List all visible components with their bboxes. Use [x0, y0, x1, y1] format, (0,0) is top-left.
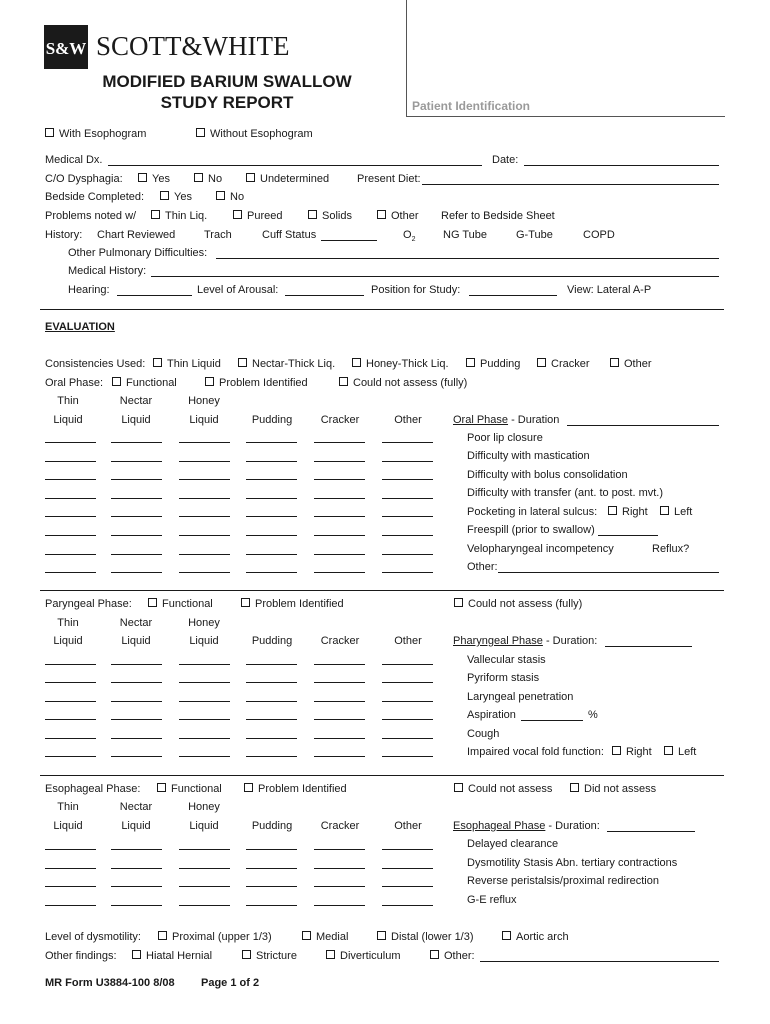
score-field[interactable]	[382, 442, 433, 443]
findings-diverticulum[interactable]: Diverticulum	[326, 950, 401, 963]
score-field[interactable]	[179, 442, 230, 443]
oral-item: Poor lip closure	[467, 432, 543, 444]
pocketing-right[interactable]: Right	[608, 506, 648, 519]
impaired-vocal-label: Impaired vocal fold function:	[467, 746, 604, 758]
history-g-tube: G-Tube	[516, 229, 553, 241]
score-field[interactable]	[179, 849, 230, 850]
score-field[interactable]	[45, 738, 96, 739]
dysmotility-proximal[interactable]: Proximal (upper 1/3)	[158, 931, 272, 944]
medical-history-field[interactable]	[151, 276, 719, 277]
problems-thin-liq[interactable]: Thin Liq.	[151, 210, 207, 223]
score-field[interactable]	[382, 554, 433, 555]
col-header-cracker: Cracker	[320, 635, 360, 647]
score-field[interactable]	[314, 738, 365, 739]
score-field[interactable]	[111, 572, 162, 573]
vocal-right[interactable]: Right	[612, 746, 652, 759]
col-header-liquid: Liquid	[189, 635, 219, 647]
col-header-liquid: Liquid	[189, 414, 219, 426]
without-esophogram-option[interactable]: Without Esophogram	[196, 128, 313, 141]
score-field[interactable]	[314, 756, 365, 757]
score-field[interactable]	[45, 516, 96, 517]
score-field[interactable]	[45, 756, 96, 757]
score-field[interactable]	[382, 886, 433, 887]
col-header-honey: Honey	[188, 395, 220, 407]
oral-other-label: Other:	[467, 561, 498, 573]
history-cuff-status: Cuff Status	[262, 229, 317, 241]
esophageal-item: Delayed clearance	[467, 838, 559, 850]
score-field[interactable]	[45, 461, 96, 462]
score-field[interactable]	[179, 868, 230, 869]
oral-duration-field[interactable]	[567, 425, 719, 426]
oral-other-field[interactable]	[498, 572, 719, 573]
oral-item: Difficulty with bolus consolidation	[467, 469, 628, 481]
divider	[40, 775, 724, 776]
score-field[interactable]	[246, 905, 297, 906]
score-field[interactable]	[45, 849, 96, 850]
esophageal-phase-label: Esophageal Phase:	[45, 783, 141, 795]
findings-other-field[interactable]	[480, 961, 719, 962]
other-findings-label: Other findings:	[45, 950, 117, 962]
score-field[interactable]	[45, 479, 96, 480]
logo-monogram	[44, 25, 88, 69]
position-field[interactable]	[469, 295, 557, 296]
oral-item: Difficulty with transfer (ant. to post. mvt.)	[467, 487, 664, 499]
pharyngeal-item: Pyriform stasis	[467, 672, 540, 684]
pharyngeal-duration-label: Pharyngeal Phase - Duration:	[453, 635, 598, 647]
score-field[interactable]	[45, 664, 96, 665]
score-field[interactable]	[45, 868, 96, 869]
score-field[interactable]	[179, 535, 230, 536]
oral-functional[interactable]: Functional	[112, 377, 177, 390]
score-field[interactable]	[382, 738, 433, 739]
score-field[interactable]	[382, 719, 433, 720]
score-field[interactable]	[45, 682, 96, 683]
score-field[interactable]	[246, 849, 297, 850]
score-field[interactable]	[382, 479, 433, 480]
oral-item: Difficulty with mastication	[467, 450, 590, 462]
score-field[interactable]	[179, 479, 230, 480]
problems-solids[interactable]: Solids	[308, 210, 352, 223]
pharyngeal-problem-identified[interactable]: Problem Identified	[241, 598, 344, 611]
consistency-cracker[interactable]: Cracker	[537, 358, 590, 371]
col-header-liquid: Liquid	[121, 635, 151, 647]
col-header-cracker: Cracker	[320, 820, 360, 832]
problems-pureed[interactable]: Pureed	[233, 210, 282, 223]
pharyngeal-item: Vallecular stasis	[467, 654, 546, 666]
patient-id-label: Patient Identification	[412, 99, 531, 113]
reflux-label: Reflux?	[652, 543, 690, 555]
dysphagia-no[interactable]: No	[194, 173, 222, 186]
score-field[interactable]	[111, 554, 162, 555]
score-field[interactable]	[382, 664, 433, 665]
dysmotility-medial[interactable]: Medial	[302, 931, 348, 944]
score-field[interactable]	[382, 682, 433, 683]
col-header-pudding: Pudding	[251, 820, 293, 832]
col-header-thin: Thin	[57, 617, 79, 629]
other-pulmonary-label: Other Pulmonary Difficulties:	[68, 247, 208, 259]
consistencies-used-label: Consistencies Used:	[45, 358, 146, 370]
score-field[interactable]	[179, 886, 230, 887]
col-header-thin: Thin	[57, 395, 79, 407]
esophageal-problem-identified[interactable]: Problem Identified	[244, 783, 347, 796]
score-field[interactable]	[246, 886, 297, 887]
score-field[interactable]	[179, 701, 230, 702]
history-o2: $O_2$	[403, 229, 416, 244]
aspiration-label: Aspiration	[467, 709, 516, 721]
divider	[40, 309, 724, 310]
consistency-thin-liquid[interactable]: Thin Liquid	[153, 358, 221, 371]
score-field[interactable]	[246, 498, 297, 499]
date-field[interactable]	[524, 165, 719, 166]
logo	[44, 25, 88, 69]
score-field[interactable]	[314, 886, 365, 887]
score-field[interactable]	[314, 868, 365, 869]
freespill-label: Freespill (prior to swallow)	[467, 524, 595, 536]
score-field[interactable]	[179, 905, 230, 906]
score-field[interactable]	[111, 849, 162, 850]
oral-could-not-assess[interactable]: Could not assess (fully)	[339, 377, 467, 390]
score-field[interactable]	[382, 535, 433, 536]
col-header-nectar: Nectar	[119, 617, 153, 629]
score-field[interactable]	[111, 868, 162, 869]
col-header-honey: Honey	[188, 801, 220, 813]
medical-dx-field[interactable]	[108, 165, 482, 166]
aspiration-field[interactable]	[521, 720, 583, 721]
score-field[interactable]	[382, 756, 433, 757]
aspiration-percent: %	[588, 709, 598, 721]
history-trach: Trach	[204, 229, 232, 241]
score-field[interactable]	[111, 756, 162, 757]
divider	[40, 590, 724, 591]
svg-text:S&W: S&W	[45, 39, 87, 58]
consistency-other[interactable]: Other	[610, 358, 652, 371]
medical-dx-label: Medical Dx.	[45, 154, 103, 166]
esophageal-did-not-assess[interactable]: Did not assess	[570, 783, 656, 796]
cuff-status-field[interactable]	[321, 240, 377, 241]
pocketing-label: Pocketing in lateral sulcus:	[467, 506, 598, 518]
col-header-liquid: Liquid	[121, 414, 151, 426]
score-field[interactable]	[314, 535, 365, 536]
pharyngeal-functional[interactable]: Functional	[148, 598, 213, 611]
consistency-pudding[interactable]: Pudding	[466, 358, 520, 371]
score-field[interactable]	[179, 572, 230, 573]
dysmotility-distal[interactable]: Distal (lower 1/3)	[377, 931, 474, 944]
score-field[interactable]	[382, 498, 433, 499]
col-header-liquid: Liquid	[53, 635, 83, 647]
form-title-line1: MODIFIED BARIUM SWALLOW	[102, 72, 352, 91]
score-field[interactable]	[45, 905, 96, 906]
pharyngeal-could-not-assess[interactable]: Could not assess (fully)	[454, 598, 582, 611]
score-field[interactable]	[246, 516, 297, 517]
score-field[interactable]	[314, 701, 365, 702]
oral-problem-identified[interactable]: Problem Identified	[205, 377, 308, 390]
col-header-other: Other	[394, 635, 422, 647]
findings-other[interactable]: Other:	[430, 950, 475, 963]
score-field[interactable]	[179, 461, 230, 462]
score-field[interactable]	[246, 868, 297, 869]
col-header-nectar: Nectar	[119, 395, 153, 407]
score-field[interactable]	[179, 719, 230, 720]
score-field[interactable]	[45, 886, 96, 887]
form-number: MR Form U3884-100 8/08	[45, 977, 175, 989]
date-label: Date:	[492, 154, 519, 166]
score-field[interactable]	[111, 682, 162, 683]
medical-history-label: Medical History:	[68, 265, 147, 277]
score-field[interactable]	[314, 719, 365, 720]
score-field[interactable]	[382, 701, 433, 702]
esophageal-duration-label: Esophageal Phase - Duration:	[453, 820, 600, 832]
score-field[interactable]	[111, 719, 162, 720]
score-field[interactable]	[179, 664, 230, 665]
present-diet-field[interactable]	[422, 184, 719, 185]
checkbox[interactable]	[45, 128, 54, 137]
score-field[interactable]	[111, 498, 162, 499]
score-field[interactable]	[246, 442, 297, 443]
hearing-label: Hearing:	[68, 284, 110, 296]
page-number: Page 1 of 2	[201, 977, 260, 989]
esophageal-item: Reverse peristalsis/proximal redirection	[467, 875, 659, 887]
dysphagia-yes[interactable]: Yes	[138, 173, 170, 186]
score-field[interactable]	[111, 905, 162, 906]
score-field[interactable]	[382, 461, 433, 462]
evaluation-heading: EVALUATION	[45, 321, 115, 333]
arousal-field[interactable]	[285, 295, 364, 296]
score-field[interactable]	[45, 535, 96, 536]
col-header-pudding: Pudding	[251, 635, 293, 647]
score-field[interactable]	[382, 516, 433, 517]
score-field[interactable]	[179, 498, 230, 499]
score-field[interactable]	[179, 738, 230, 739]
esophageal-duration-field[interactable]	[607, 831, 695, 832]
esophageal-item: G-E reflux	[467, 894, 517, 906]
col-header-honey: Honey	[188, 617, 220, 629]
esophageal-functional[interactable]: Functional	[157, 783, 222, 796]
findings-hiatal[interactable]: Hiatal Hernial	[132, 950, 212, 963]
col-header-liquid: Liquid	[189, 820, 219, 832]
co-dysphagia-label: C/O Dysphagia:	[45, 173, 123, 185]
findings-stricture[interactable]: Stricture	[242, 950, 297, 963]
col-header-nectar: Nectar	[119, 801, 153, 813]
col-header-cracker: Cracker	[320, 414, 360, 426]
pharyngeal-duration-field[interactable]	[605, 646, 692, 647]
score-field[interactable]	[111, 738, 162, 739]
score-field[interactable]	[246, 479, 297, 480]
score-field[interactable]	[111, 516, 162, 517]
score-field[interactable]	[45, 572, 96, 573]
score-field[interactable]	[246, 461, 297, 462]
col-header-liquid: Liquid	[121, 820, 151, 832]
problems-other[interactable]: Other	[377, 210, 419, 223]
score-field[interactable]	[45, 719, 96, 720]
score-field[interactable]	[179, 756, 230, 757]
history-copd: COPD	[583, 229, 615, 241]
checkbox[interactable]	[196, 128, 205, 137]
score-field[interactable]	[246, 535, 297, 536]
esophageal-could-not-assess[interactable]: Could not assess	[454, 783, 552, 796]
score-field[interactable]	[246, 756, 297, 757]
pharyngeal-item: Laryngeal penetration	[467, 691, 574, 703]
score-field[interactable]	[314, 849, 365, 850]
score-field[interactable]	[382, 905, 433, 906]
col-header-thin: Thin	[57, 801, 79, 813]
score-field[interactable]	[314, 664, 365, 665]
score-field[interactable]	[246, 554, 297, 555]
oral-phase-label: Oral Phase:	[45, 377, 104, 389]
score-field[interactable]	[111, 442, 162, 443]
dysmotility-aortic[interactable]: Aortic arch	[502, 931, 569, 944]
score-field[interactable]	[314, 461, 365, 462]
score-field[interactable]	[111, 664, 162, 665]
score-field[interactable]	[111, 479, 162, 480]
vocal-left[interactable]: Left	[664, 746, 696, 759]
score-field[interactable]	[246, 719, 297, 720]
col-header-other: Other	[394, 414, 422, 426]
arousal-label: Level of Arousal:	[197, 284, 279, 296]
score-field[interactable]	[314, 442, 365, 443]
score-field[interactable]	[179, 516, 230, 517]
score-field[interactable]	[246, 682, 297, 683]
esophageal-item: Dysmotility Stasis Abn. tertiary contractions	[467, 857, 678, 869]
pocketing-left[interactable]: Left	[660, 506, 692, 519]
col-header-liquid: Liquid	[53, 414, 83, 426]
oral-duration-label: Oral Phase - Duration	[453, 414, 560, 426]
score-field[interactable]	[246, 572, 297, 573]
dysmotility-label: Level of dysmotility:	[45, 931, 141, 943]
score-field[interactable]	[246, 738, 297, 739]
score-field[interactable]	[314, 479, 365, 480]
score-field[interactable]	[111, 886, 162, 887]
score-field[interactable]	[179, 554, 230, 555]
consistency-nectar[interactable]: Nectar-Thick Liq.	[238, 358, 335, 371]
form-title-line2: STUDY REPORT	[160, 93, 294, 112]
score-field[interactable]	[382, 849, 433, 850]
col-header-other: Other	[394, 820, 422, 832]
score-field[interactable]	[382, 572, 433, 573]
col-header-pudding: Pudding	[251, 414, 293, 426]
score-field[interactable]	[314, 682, 365, 683]
brand-name: SCOTT&WHITE	[96, 31, 290, 61]
score-field[interactable]	[382, 868, 433, 869]
problems-noted-label: Problems noted w/	[45, 210, 137, 222]
consistency-honey[interactable]: Honey-Thick Liq.	[352, 358, 449, 371]
score-field[interactable]	[111, 701, 162, 702]
score-field[interactable]	[314, 554, 365, 555]
dysphagia-undetermined[interactable]: Undetermined	[246, 173, 329, 186]
velopharyngeal-label: Velopharyngeal incompetency	[467, 543, 614, 555]
score-field[interactable]	[179, 682, 230, 683]
freespill-field[interactable]	[598, 535, 658, 536]
history-label: History:	[45, 229, 83, 241]
history-chart-reviewed: Chart Reviewed	[97, 229, 176, 241]
bedside-completed-label: Bedside Completed:	[45, 191, 145, 203]
refer-bedside-sheet: Refer to Bedside Sheet	[441, 210, 555, 222]
present-diet-label: Present Diet:	[357, 173, 421, 185]
score-field[interactable]	[246, 664, 297, 665]
hearing-field[interactable]	[117, 295, 192, 296]
other-pulmonary-field[interactable]	[216, 258, 719, 259]
history-ng-tube: NG Tube	[443, 229, 488, 241]
bedside-yes[interactable]: Yes	[160, 191, 192, 204]
score-field[interactable]	[45, 498, 96, 499]
score-field[interactable]	[111, 535, 162, 536]
cough-label: Cough	[467, 728, 500, 740]
score-field[interactable]	[314, 905, 365, 906]
bedside-no[interactable]: No	[216, 191, 244, 204]
pharyngeal-phase-label: Paryngeal Phase:	[45, 598, 132, 610]
position-label: Position for Study:	[371, 284, 461, 296]
with-esophogram-option[interactable]: With Esophogram	[45, 128, 146, 141]
view-label: View: Lateral A-P	[567, 284, 652, 296]
score-field[interactable]	[314, 572, 365, 573]
score-field[interactable]	[45, 442, 96, 443]
score-field[interactable]	[45, 701, 96, 702]
col-header-liquid: Liquid	[53, 820, 83, 832]
score-field[interactable]	[45, 554, 96, 555]
score-field[interactable]	[314, 498, 365, 499]
score-field[interactable]	[246, 701, 297, 702]
score-field[interactable]	[111, 461, 162, 462]
score-field[interactable]	[314, 516, 365, 517]
